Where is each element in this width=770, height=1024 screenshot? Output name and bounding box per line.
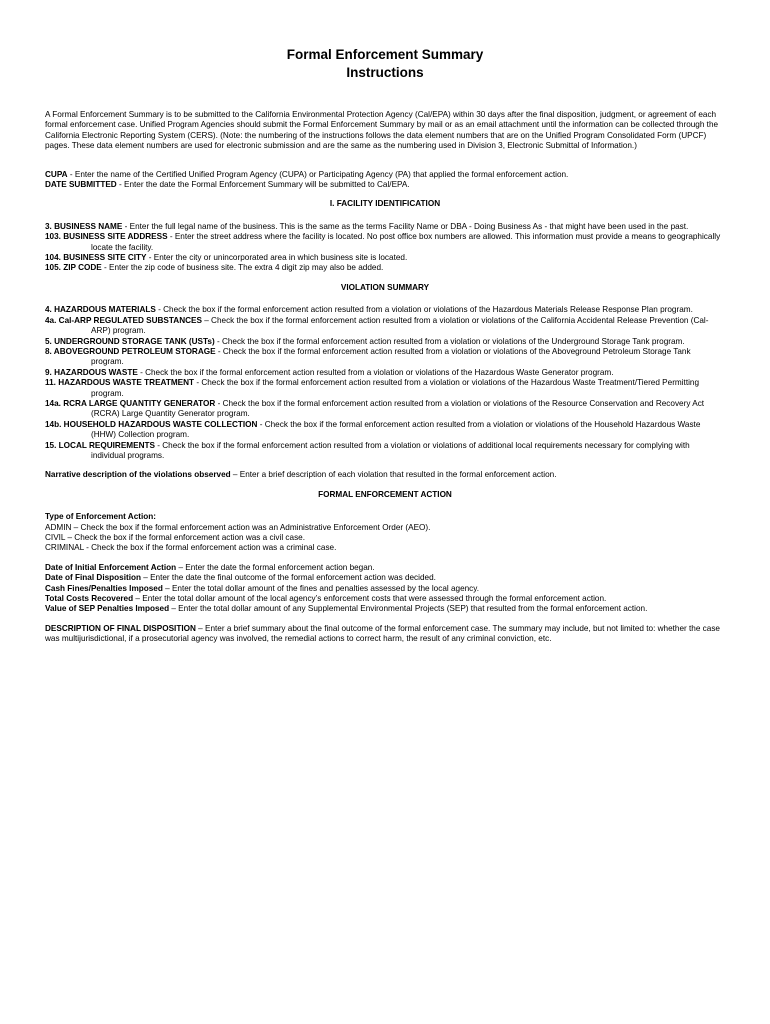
item-label: 5. UNDERGROUND STORAGE TANK (USTs) [45,336,215,346]
item-label: 9. HAZARDOUS WASTE [45,367,138,377]
hazardous-waste-treatment-instruction [45,378,725,399]
field-text: – Enter the date the formal enforcement action began. [176,562,375,572]
civil-instruction: CIVIL – Check the box if the formal enforcement action was a civil case. [45,533,305,542]
field-text: – Enter the total dollar amount of the fines and penalties assessed by the local agency. [162,583,480,593]
item-label: 4. HAZARDOUS MATERIALS [45,305,156,315]
hhw-collection-instruction [45,420,725,441]
item-text: - Check the box if the formal enforcement action resulted from a violation or violations of the Household Hazardous Waste (HHW) Collection program. [91,419,701,440]
field-label: Total Costs Recovered [45,594,134,604]
business-site-city-instruction [45,253,725,263]
cupa-label: CUPA [45,169,68,179]
business-site-address-instruction [45,232,725,253]
business-name-instruction [45,222,725,232]
item-text: - Enter the full legal name of the business. This is the same as the terms Facility Name or DBA - Doing Business As - that might have been used in the past. [122,221,689,231]
narrative-instruction [45,470,725,480]
field-label: Cash Fines/Penalties Imposed [45,583,163,593]
description-text: – Enter a brief summary about the final outcome of the formal enforcement case. The summary may include, but not limited to: whether the case was multijurisdictional, if a prosecutorial agency was involved, the remedial actions to correct harm, the result of any criminal conviction, etc. [45,623,720,644]
hazardous-waste-instruction [45,368,725,378]
item-text: - Check the box if the formal enforcement action resulted from a violation or violations of the Underground Storage Tank program. [214,336,685,346]
field-label: Date of Final Disposition [45,573,141,583]
item-text: - Enter the street address where the facility is located. No post office box numbers are allowed. This information must provide a means to geographically locate the facility. [91,232,721,252]
zip-code-instruction [45,263,725,273]
item-text: - Enter the zip code of business site. The extra 4 digit zip may also be added. [101,263,384,273]
violation-summary-heading: VIOLATION SUMMARY [340,282,430,292]
sep-penalties-instruction [45,604,725,614]
narrative-text: – Enter a brief description of each violation that resulted in the formal enforcement action. [230,470,557,480]
enforcement-type-heading [45,512,725,522]
enforcement-type-label: Type of Enforcement Action: [45,512,156,522]
item-label: 14a. RCRA LARGE QUANTITY GENERATOR [45,398,216,408]
hazardous-materials-instruction [45,305,725,315]
item-label: 4a. Cal-ARP REGULATED SUBSTANCES [45,315,202,325]
item-label: 105. ZIP CODE [45,263,102,273]
field-text: – Enter the total dollar amount of the local agency’s enforcement costs that were assessed through the formal enforcement action. [133,594,607,604]
item-label: 103. BUSINESS SITE ADDRESS [45,232,168,242]
field-text: – Enter the date the final outcome of the formal enforcement action was decided. [140,573,436,583]
rcra-lqg-instruction [45,399,725,420]
description-label: DESCRIPTION OF FINAL DISPOSITION [45,623,196,633]
cash-fines-instruction [45,584,725,594]
item-label: 15. LOCAL REQUIREMENTS [45,440,155,450]
cal-arp-instruction [45,316,725,337]
date-submitted-text: - Enter the date the Formal Enforcement Summary will be submitted to Cal/EPA. [116,180,410,190]
cupa-instruction [45,170,725,180]
date-final-disposition-instruction [45,573,725,583]
item-label: 8. ABOVEGROUND PETROLEUM STORAGE [45,346,216,356]
field-label: Date of Initial Enforcement Action [45,562,177,572]
intro-paragraph: A Formal Enforcement Summary is to be submitted to the California Environmental Protection Agency (Cal/EPA) within 30 days after the final disposition, judgment, or agreement of each formal enforcement case. Unified Program Agencies should submit the Formal Enforcement Summary by mail or as an email attachment until the information can be collected through the California Electronic Reporting System (CERS). (Note: the numbering of the instructions follows the data element numbers that are on the Unified Program Consolidated Form (UPCF) pages. These data element numbers are used for electronic submission and are the same as the numbering used in Division 3, Electronic Submittal of Information.) [45,110,719,151]
field-label: Value of SEP Penalties Imposed [45,604,170,614]
item-text: - Check the box if the formal enforcement action resulted from a violation or violations of the Aboveground Petroleum Storage Tank program. [91,346,691,367]
item-text: - Check the box if the formal enforcement action resulted from a violation or violations of the Hazardous Materials Release Response Plan program. [155,305,693,315]
facility-identification-heading: I. FACILITY IDENTIFICATION [329,199,441,209]
page-title: Formal Enforcement Summary [286,47,484,62]
item-label: 11. HAZARDOUS WASTE TREATMENT [45,378,195,388]
item-text: - Enter the city or unincorporated area in which business site is located. [146,253,408,263]
final-disposition-description-instruction [45,624,725,645]
narrative-label: Narrative description of the violations observed [45,470,231,480]
item-label: 14b. HOUSEHOLD HAZARDOUS WASTE COLLECTION [45,419,258,429]
admin-instruction: ADMIN – Check the box if the formal enforcement action was an Administrative Enforcement Order (AEO). [45,522,431,532]
total-costs-instruction [45,594,725,604]
cupa-text: - Enter the name of the Certified Unified Program Agency (CUPA) or Participating Agency (PA) that applied the formal enforcement action. [67,169,569,179]
item-text: - Check the box if the formal enforcement action resulted from a violation or violations of the Resource Conservation and Recovery Act (RCRA) Large Quantity Generator program. [91,398,705,419]
criminal-instruction: CRIMINAL - Check the box if the formal enforcement action was a criminal case. [45,543,337,553]
ust-instruction [45,337,725,347]
date-submitted-instruction [45,180,725,190]
item-text: - Check the box if the formal enforcement action resulted from a violation or violations of additional local requirements necessary for complying with individual programs. [91,440,690,460]
instructions-body [45,110,725,645]
item-text: – Check the box if the formal enforcement action resulted from a violation or violations of the California Accidental Release Prevention (Cal-ARP) program. [91,315,709,336]
item-label: 104. BUSINESS SITE CITY [45,253,147,263]
aboveground-petroleum-instruction [45,347,725,368]
item-text: - Check the box if the formal enforcement action resulted from a violation or violations of the Hazardous Waste Treatment/Tiered Permitting program. [91,378,700,398]
formal-enforcement-action-heading: FORMAL ENFORCEMENT ACTION [318,489,452,499]
date-submitted-label: DATE SUBMITTED [45,180,117,190]
item-text: - Check the box if the formal enforcement action resulted from a violation or violations of the Hazardous Waste Generator program. [137,367,614,377]
page-subtitle: Instructions [346,65,424,80]
item-label: 3. BUSINESS NAME [45,221,123,231]
date-initial-action-instruction [45,563,725,573]
local-requirements-instruction [45,441,725,462]
field-text: – Enter the total dollar amount of any Supplemental Environmental Projects (SEP) that resulted from the formal enforcement action. [169,604,648,614]
